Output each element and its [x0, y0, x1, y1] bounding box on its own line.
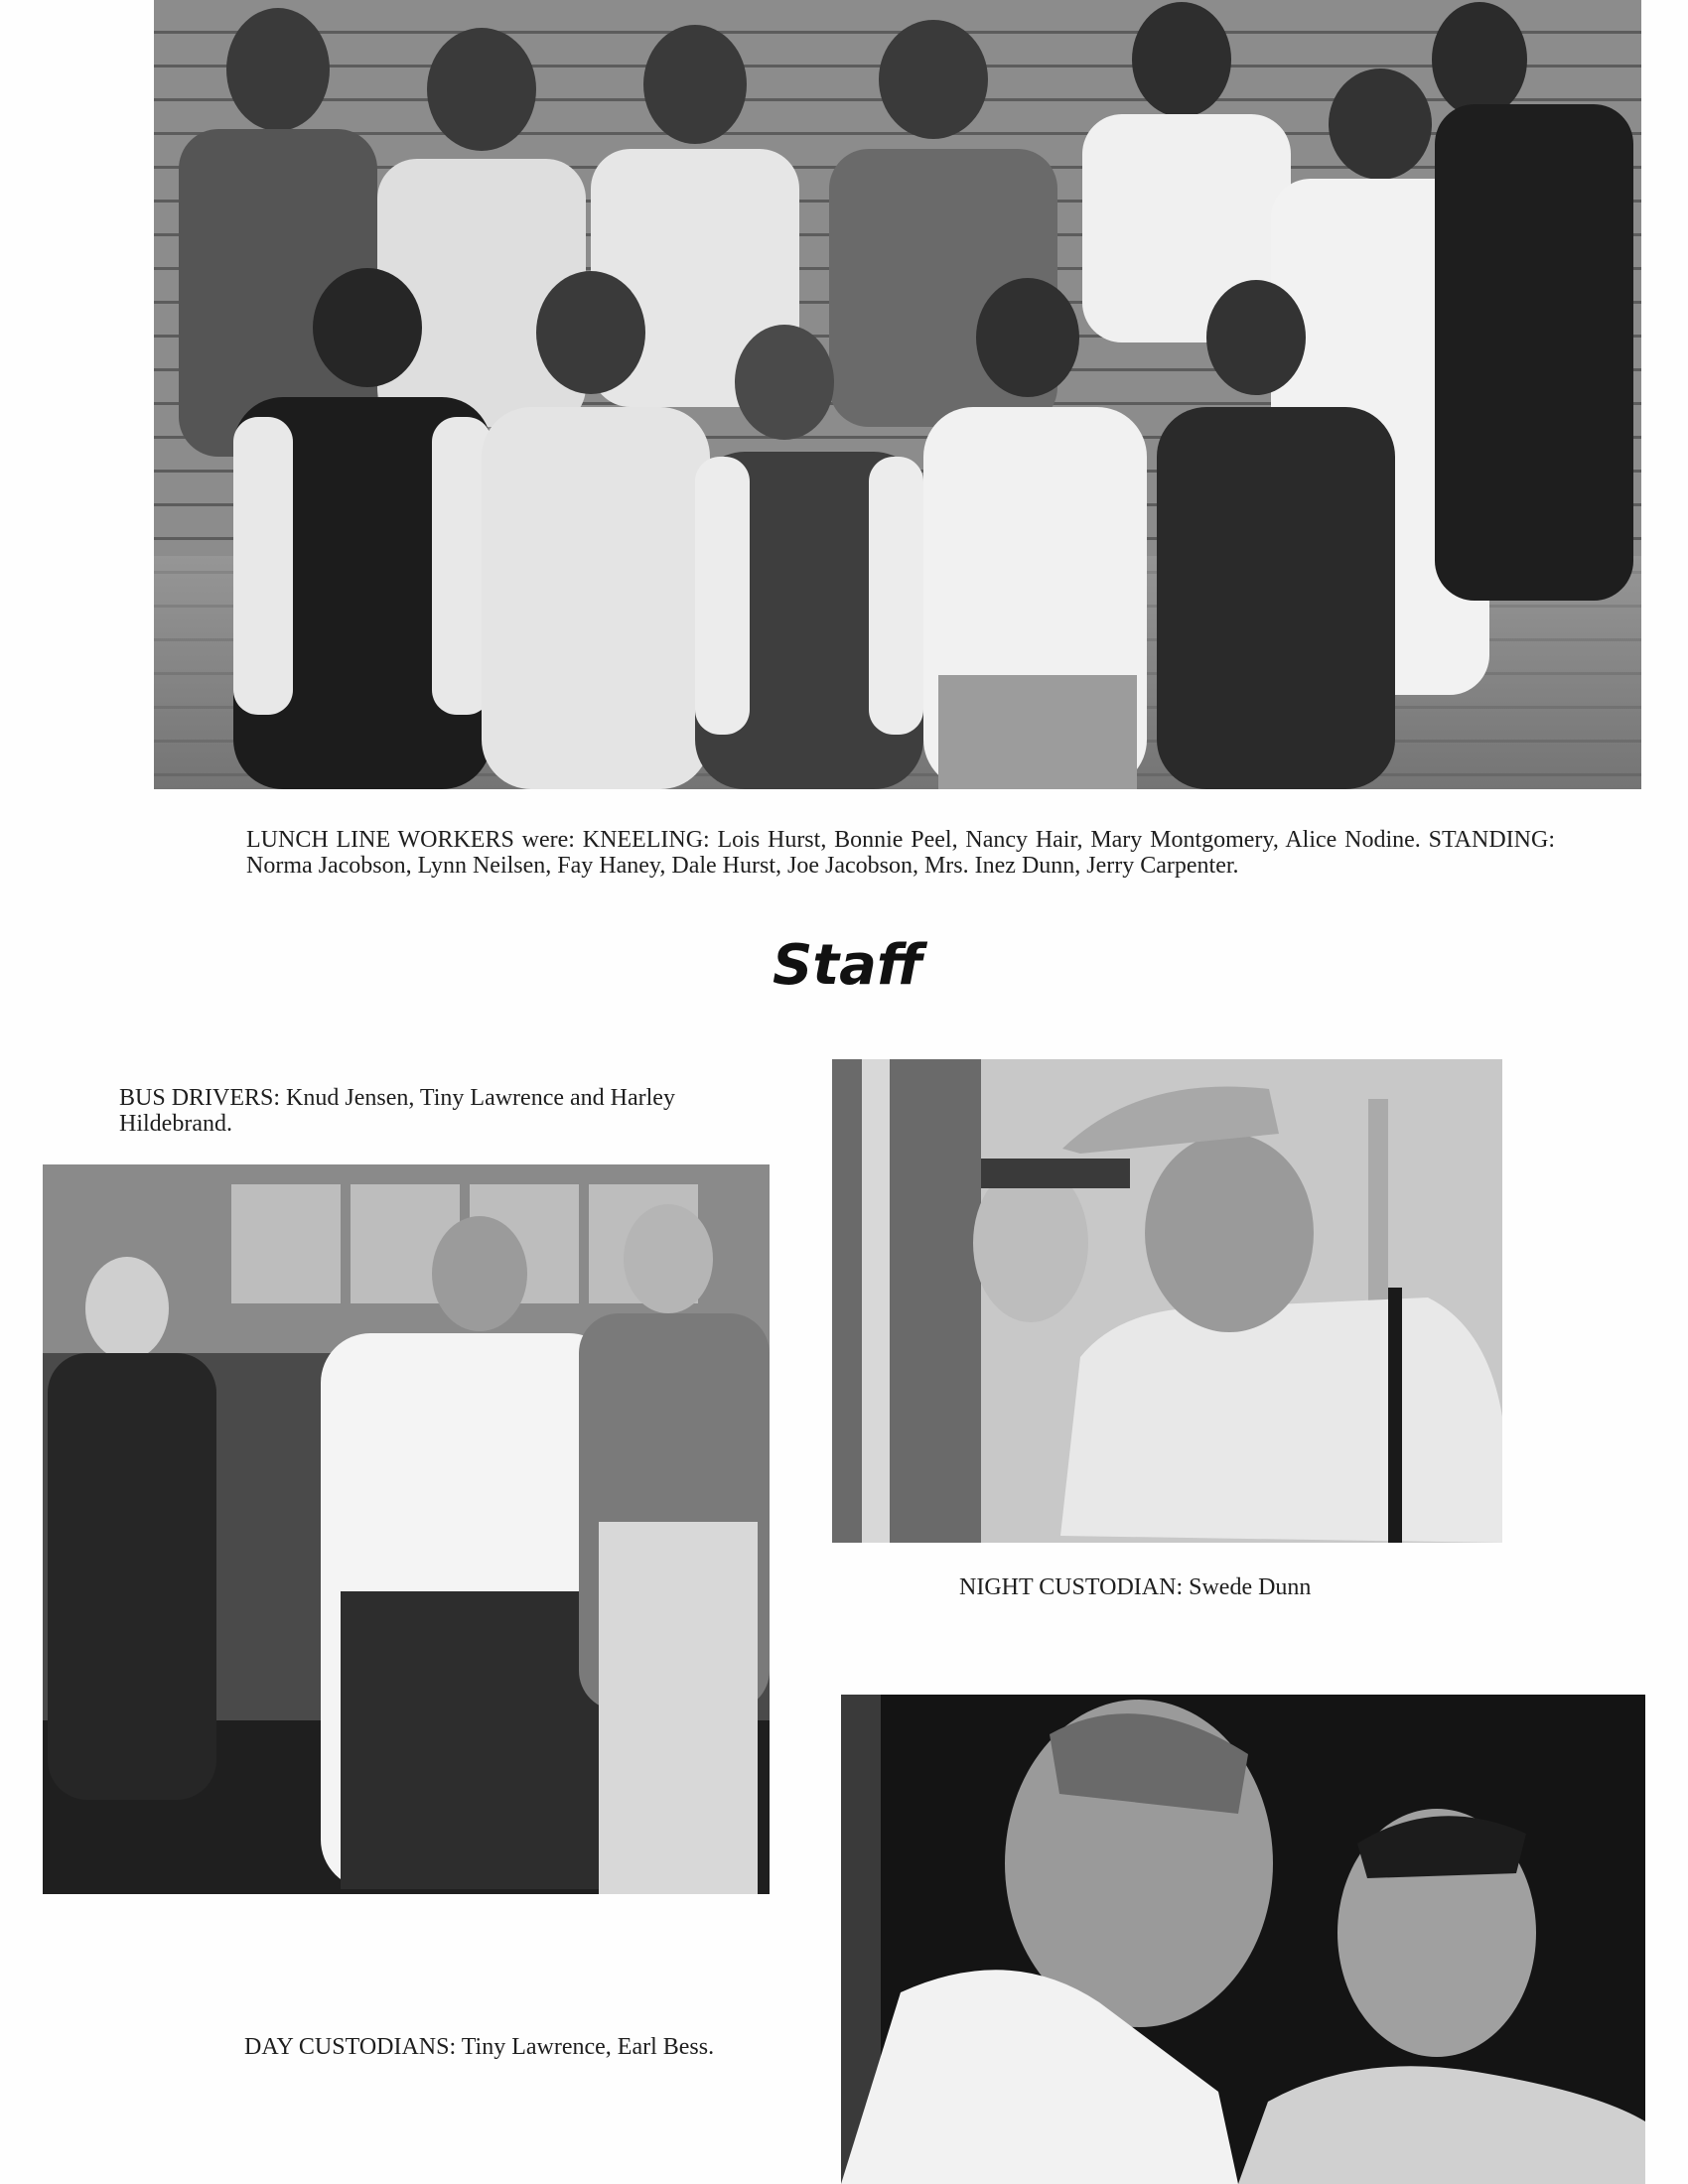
day-custodians-photo: [841, 1695, 1645, 2184]
night-custodian-caption: NIGHT CUSTODIAN: Swede Dunn: [959, 1574, 1312, 1600]
bus-drivers-photo: [43, 1164, 770, 1894]
lunch-workers-photo: [154, 0, 1641, 789]
lunch-workers-caption: LUNCH LINE WORKERS were: KNEELING: Lois Hurst, Bonnie Peel, Nancy Hair, Mary Montgomery, Alice Nodine. STANDING: Norma Jacobson, Lynn Neilsen, Fay Haney, Dale Hurst, Joe Jacobson, Mrs. Inez Dunn, Jerry Carpenter.: [246, 827, 1555, 879]
bus-drivers-caption: BUS DRIVERS: Knud Jensen, Tiny Lawrence and Harley Hildebrand.: [119, 1085, 675, 1137]
day-custodians-caption: DAY CUSTODIANS: Tiny Lawrence, Earl Bess.: [244, 2034, 715, 2060]
section-title: Staff: [773, 933, 923, 998]
night-custodian-photo: [832, 1059, 1502, 1543]
